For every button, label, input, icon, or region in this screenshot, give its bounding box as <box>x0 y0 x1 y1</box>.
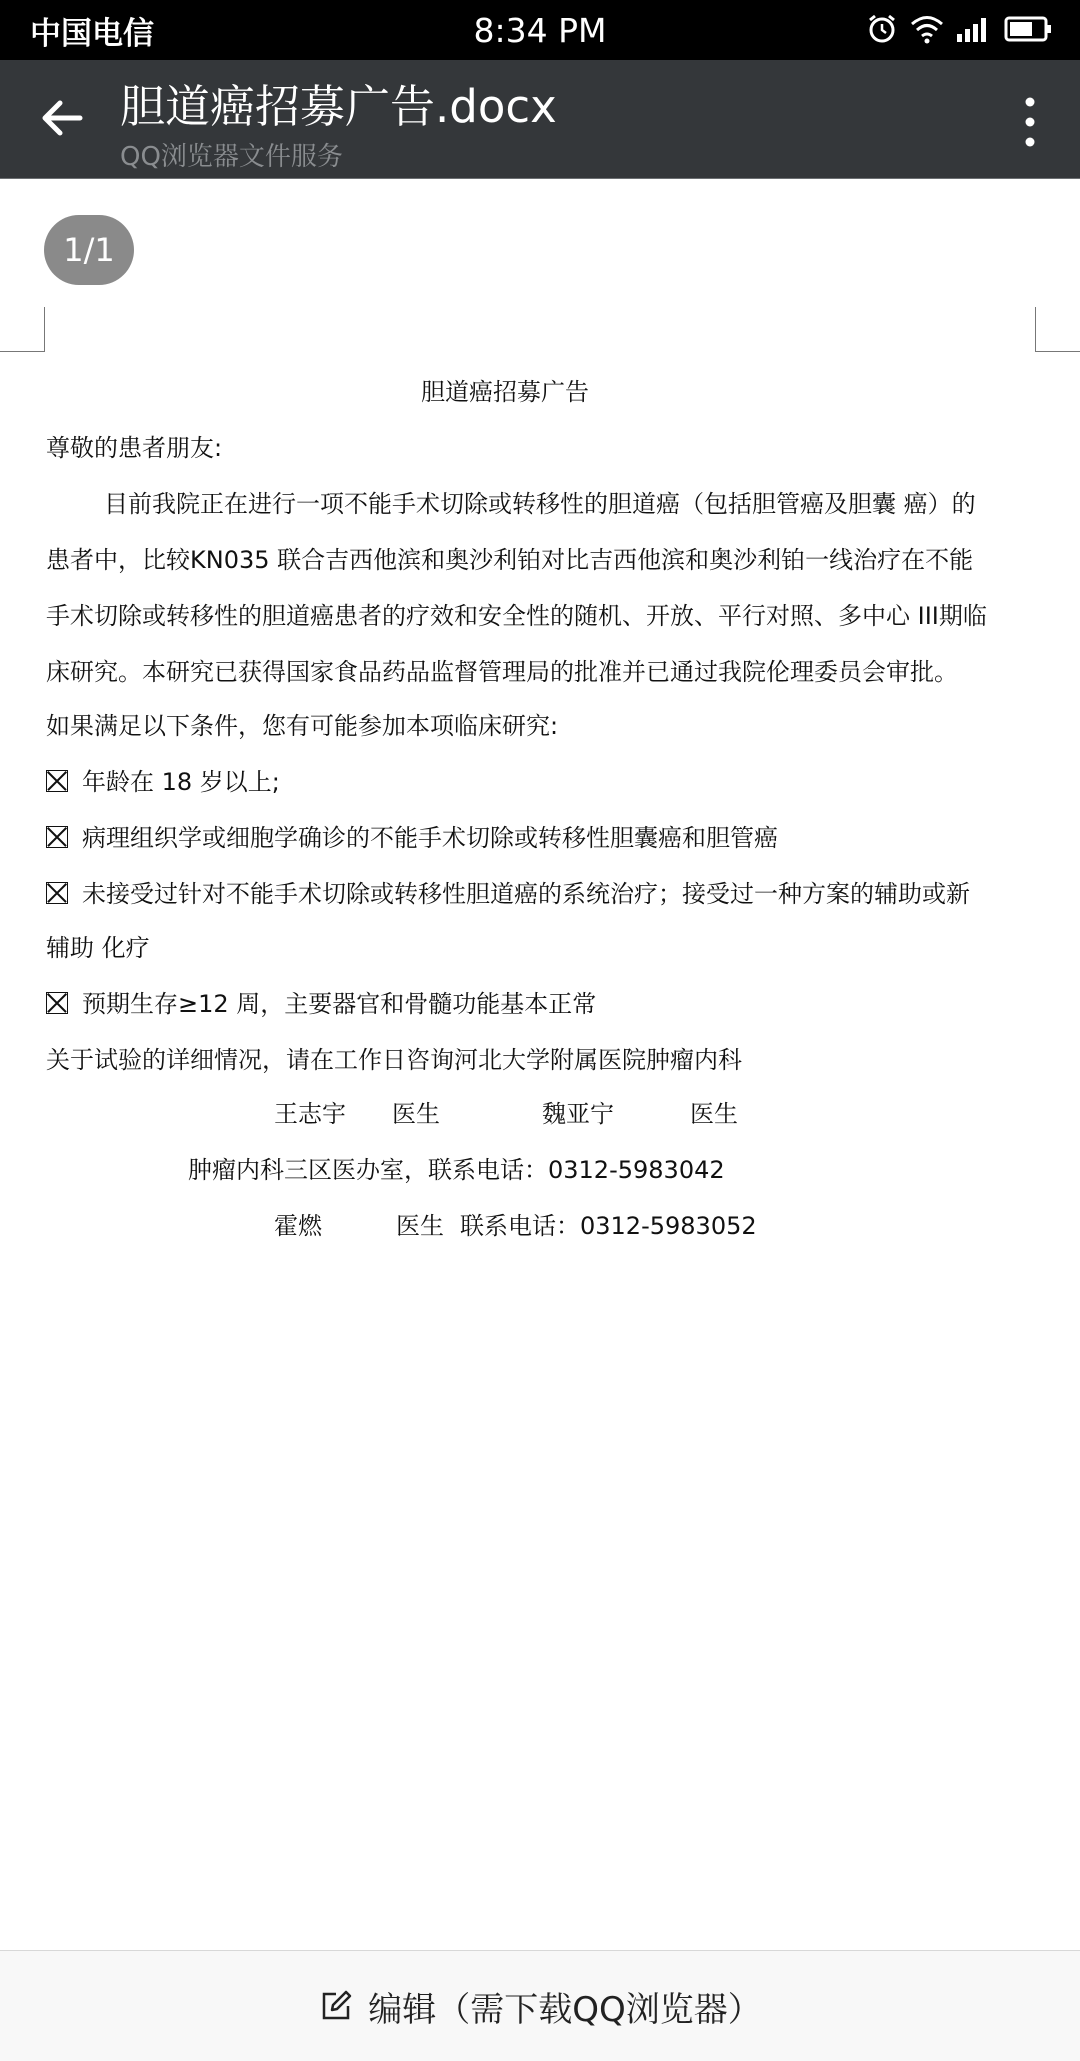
doctor-title: 医生 <box>392 1100 440 1128</box>
carrier-label: 中国电信 <box>30 15 154 52</box>
condition-item <box>46 874 970 909</box>
edit-button[interactable] <box>318 1982 762 2031</box>
condition-text: 病理组织学或细胞学确诊的不能手术切除或转移性胆囊癌和胆管癌 <box>82 824 778 852</box>
document-subtitle: QQ浏览器文件服务 <box>120 142 343 172</box>
status-bar <box>0 0 1080 60</box>
crop-mark-left <box>0 307 45 352</box>
checkbox-icon <box>46 882 68 904</box>
bottom-bar <box>0 1950 1080 2061</box>
app-header <box>0 60 1080 179</box>
battery-icon <box>1004 14 1052 44</box>
doctor-name: 王志宇 <box>274 1100 346 1128</box>
signal-icon <box>956 14 992 44</box>
doctor-phone: 联系电话：0312-5983052 <box>460 1212 757 1240</box>
crop-mark-right <box>1035 307 1080 352</box>
checkbox-icon <box>46 770 68 792</box>
condition-text: 预期生存≥12 周，主要器官和骨髓功能基本正常 <box>82 990 597 1018</box>
condition-text: 年龄在 18 岁以上; <box>82 768 280 796</box>
more-options-icon[interactable] <box>1020 94 1040 150</box>
office-phone: 肿瘤内科三区医办室，联系电话：0312-5983042 <box>188 1156 725 1184</box>
paragraph-line: 床研究。本研究已获得国家食品药品监督管理局的批准并已通过我院伦理委员会审批。 <box>46 658 958 686</box>
doctor-title: 医生 <box>396 1212 444 1240</box>
condition-item <box>46 818 778 853</box>
clock: 8:34 PM <box>473 10 607 50</box>
document-title: 胆道癌招募广告.docx <box>120 80 557 133</box>
status-icons <box>866 13 1052 45</box>
greeting: 尊敬的患者朋友: <box>46 434 223 462</box>
document-heading: 胆道癌招募广告 <box>421 378 589 406</box>
checkbox-icon <box>46 826 68 848</box>
paragraph-line: 手术切除或转移性的胆道癌患者的疗效和安全性的随机、开放、平行对照、多中心 III期临 <box>46 602 987 630</box>
doctor-name: 霍燃 <box>274 1212 322 1240</box>
checkbox-icon <box>46 992 68 1014</box>
condition-text: 未接受过针对不能手术切除或转移性胆道癌的系统治疗；接受过一种方案的辅助或新 <box>82 880 970 908</box>
paragraph-line: 患者中，比较KN035 联合吉西他滨和奥沙利铂对比吉西他滨和奥沙利铂一线治疗在不能 <box>46 546 974 574</box>
condition-item <box>46 762 280 797</box>
condition-continuation: 辅助 化疗 <box>46 934 150 962</box>
wifi-icon <box>910 14 944 44</box>
edit-icon <box>318 1988 354 2024</box>
doctor-title: 医生 <box>690 1100 738 1128</box>
edit-button-label: 编辑（需下载QQ浏览器） <box>368 1989 762 2030</box>
alarm-icon <box>866 13 898 45</box>
contact-intro: 关于试验的详细情况，请在工作日咨询河北大学附属医院肿瘤内科 <box>46 1046 742 1074</box>
conditions-intro: 如果满足以下条件，您有可能参加本项临床研究: <box>46 712 559 740</box>
paragraph-line: 目前我院正在进行一项不能手术切除或转移性的胆道癌（包括胆管癌及胆囊 癌）的 <box>104 490 976 518</box>
page-indicator: 1/1 <box>44 215 134 285</box>
doctor-name: 魏亚宁 <box>542 1100 614 1128</box>
back-arrow-icon[interactable] <box>34 90 90 146</box>
condition-item <box>46 984 596 1019</box>
